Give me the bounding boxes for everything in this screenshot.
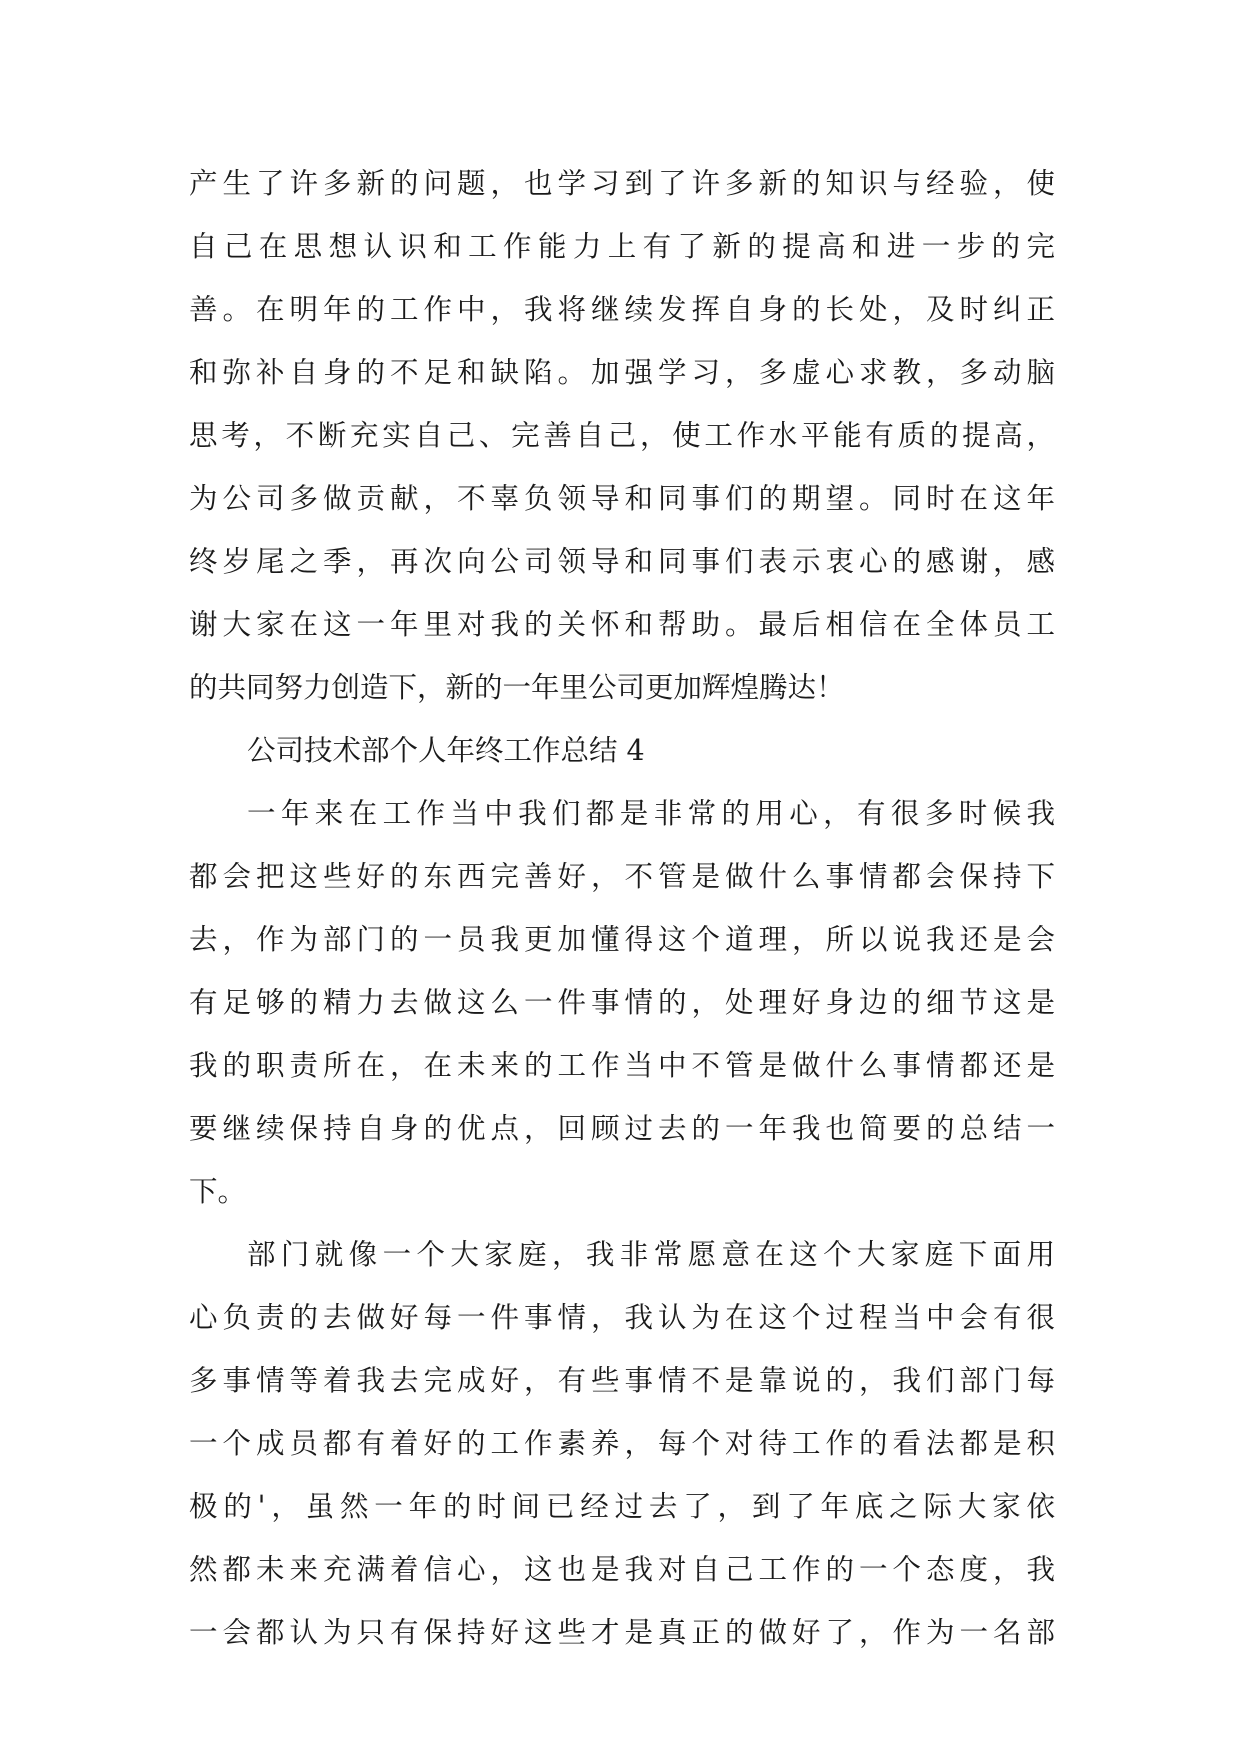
text-line: 产生了许多新的问题，也学习到了许多新的知识与经验，使 (189, 167, 1055, 200)
text-line: 一会都认为只有保持好这些才是真正的做好了，作为一名部 (189, 1616, 1055, 1649)
text-line: 部门就像一个大家庭，我非常愿意在这个大家庭下面用 (247, 1238, 1055, 1271)
text-line: 自己在思想认识和工作能力上有了新的提高和进一步的完 (189, 230, 1055, 263)
text-line: 要继续保持自身的优点，回顾过去的一年我也简要的总结一 (189, 1112, 1055, 1145)
text-line: 一个成员都有着好的工作素养，每个对待工作的看法都是积 (189, 1427, 1055, 1460)
text-line: 去，作为部门的一员我更加懂得这个道理，所以说我还是会 (189, 923, 1055, 956)
paragraph-3 (189, 1223, 1055, 1664)
text-line: 为公司多做贡献，不辜负领导和同事们的期望。同时在这年 (189, 482, 1055, 515)
section-title: 公司技术部个人年终工作总结 4 (247, 734, 645, 767)
section-heading (189, 719, 1055, 782)
text-line: 终岁尾之季，再次向公司领导和同事们表示衷心的感谢，感 (189, 545, 1055, 578)
text-line: 和弥补自身的不足和缺陷。加强学习，多虚心求教，多动脑 (189, 356, 1055, 389)
paragraph-1 (189, 152, 1055, 719)
text-line: 善。在明年的工作中，我将继续发挥自身的长处，及时纠正 (189, 293, 1055, 326)
text-line: 有足够的精力去做这么一件事情的，处理好身边的细节这是 (189, 986, 1055, 1019)
text-line: 的共同努力创造下，新的一年里公司更加辉煌腾达！ (189, 671, 845, 704)
text-line: 都会把这些好的东西完善好，不管是做什么事情都会保持下 (189, 860, 1055, 893)
text-line: 谢大家在这一年里对我的关怀和帮助。最后相信在全体员工 (189, 608, 1055, 641)
text-line: 思考，不断充实自己、完善自己，使工作水平能有质的提高， (189, 419, 1055, 452)
text-line: 我的职责所在，在未来的工作当中不管是做什么事情都还是 (189, 1049, 1055, 1082)
text-line: 下。 (189, 1175, 247, 1208)
text-line: 心负责的去做好每一件事情，我认为在这个过程当中会有很 (189, 1301, 1055, 1334)
text-line: 多事情等着我去完成好，有些事情不是靠说的，我们部门每 (189, 1364, 1055, 1397)
text-line: 然都未来充满着信心，这也是我对自己工作的一个态度，我 (189, 1553, 1055, 1586)
text-line: 一年来在工作当中我们都是非常的用心，有很多时候我 (247, 797, 1055, 830)
paragraph-2 (189, 782, 1055, 1223)
document-body (189, 152, 1055, 1664)
text-line: 极的'，虽然一年的时间已经过去了，到了年底之际大家依 (189, 1490, 1055, 1523)
